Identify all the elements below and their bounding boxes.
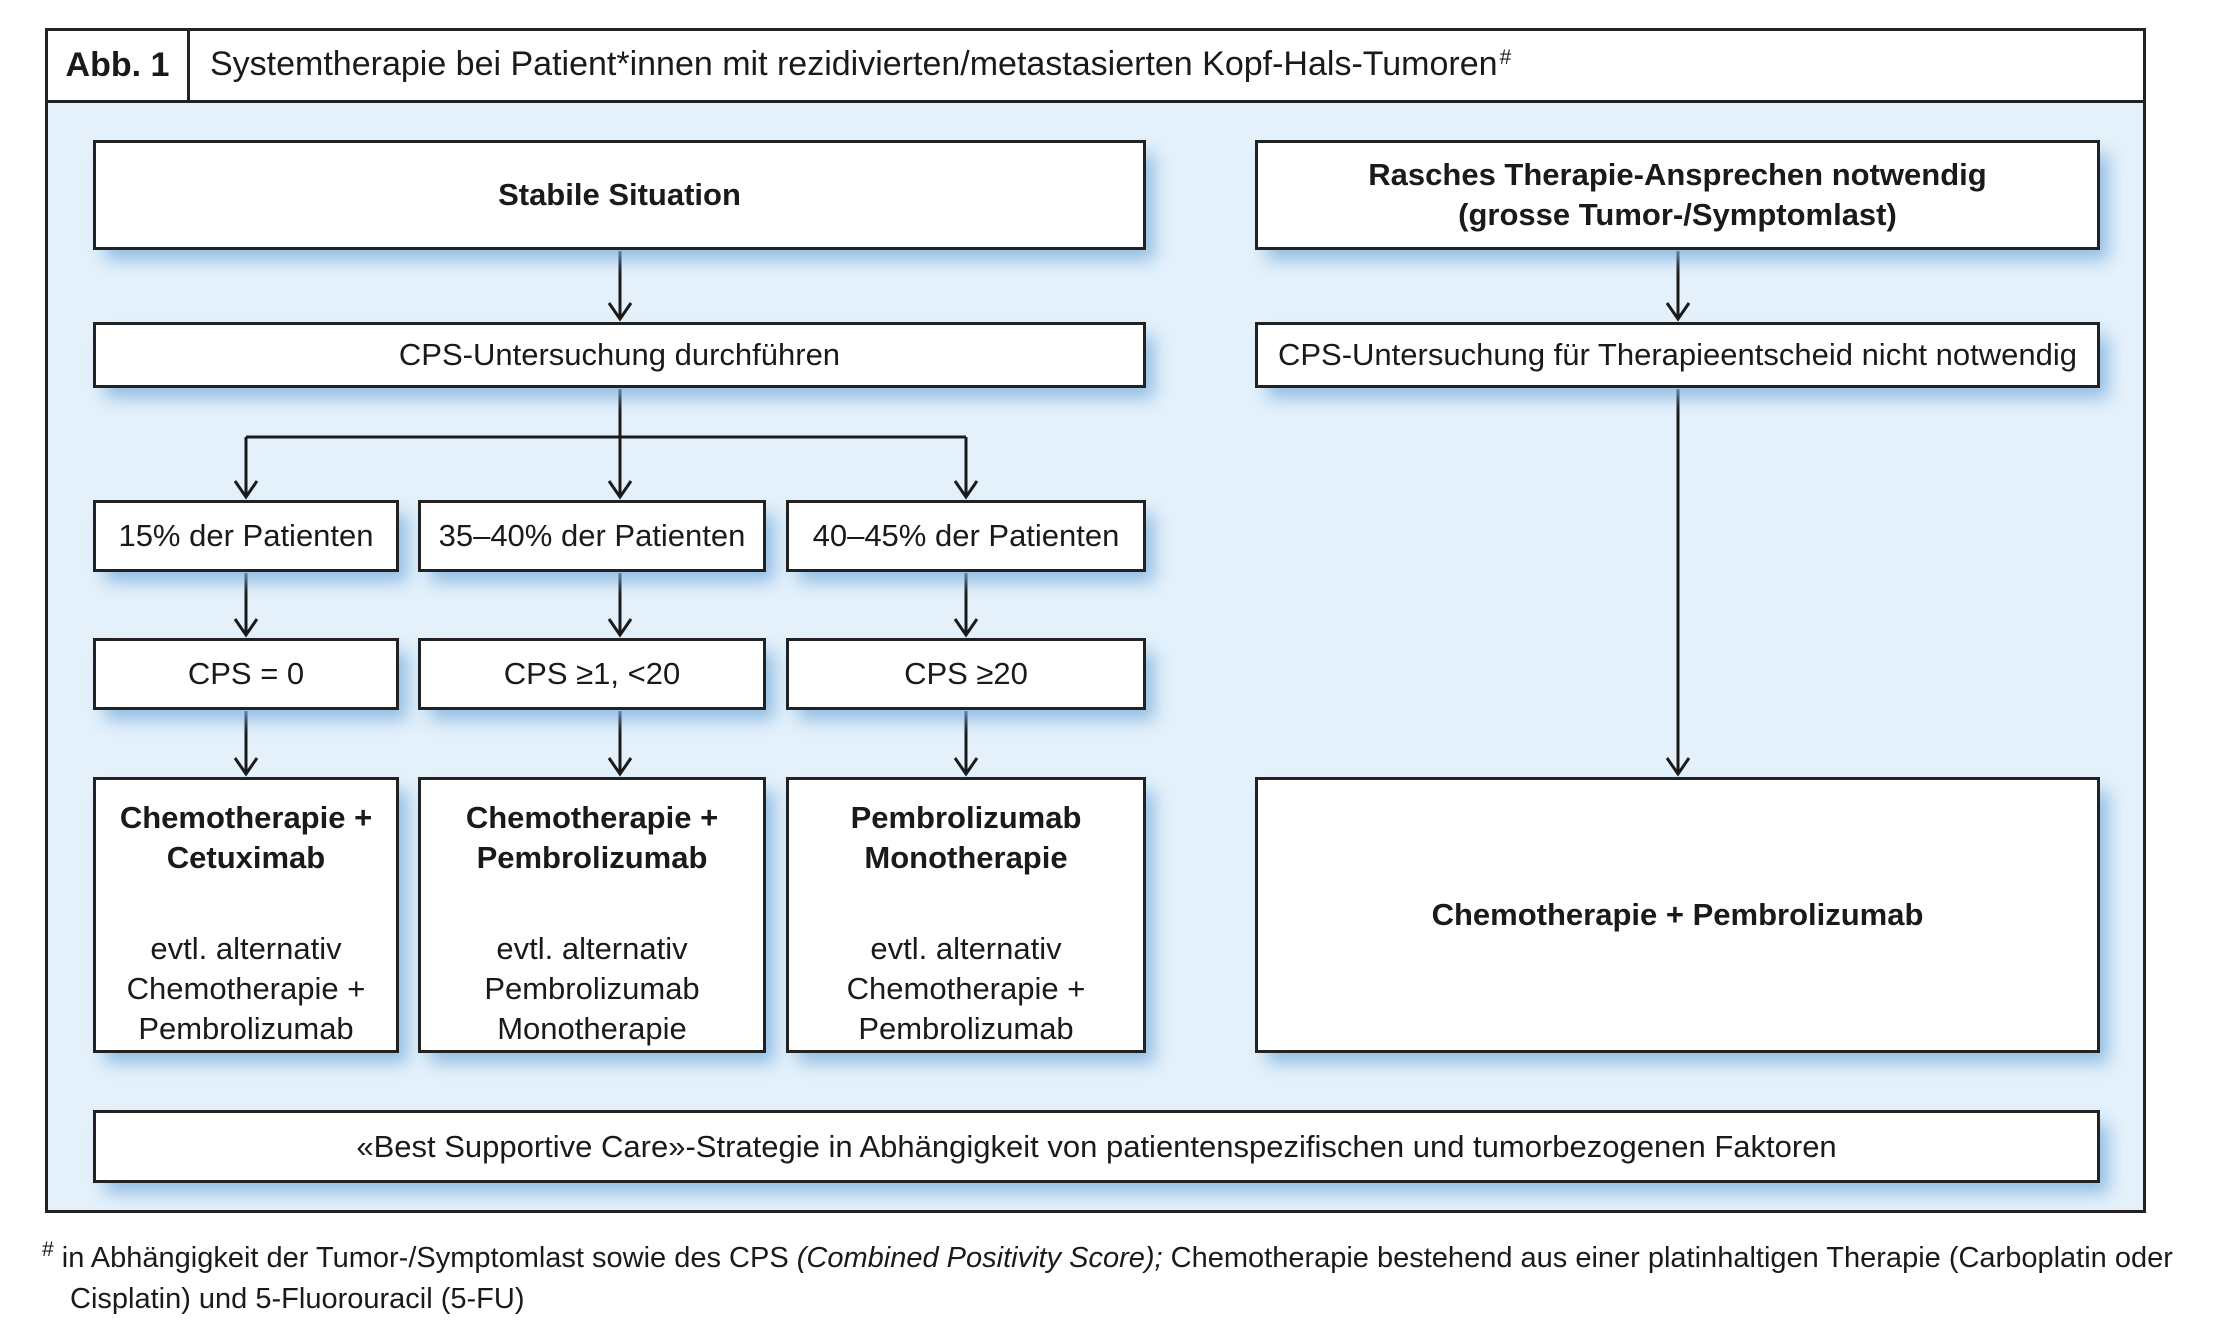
flow-arrow-share-to-cps-1 xyxy=(235,573,257,635)
flow-arrow-rapid-to-step xyxy=(1667,251,1689,319)
footnote-line1: # in Abhängigkeit der Tumor-/Symptomlast sowie des CPS (Combined Positivity Score); Chemotherapie bestehend aus einer platinhaltigen Therapie (Carboplatin oder xyxy=(42,1238,2173,1274)
figure-label-text: Abb. 1 xyxy=(65,46,170,84)
share-label-15: 15% der Patienten xyxy=(118,518,374,554)
cps-test-label: CPS-Untersuchung durchführen xyxy=(398,337,841,373)
flowchart-panel xyxy=(48,103,2143,1210)
flow-arrow-cps-to-therapy-1 xyxy=(235,711,257,774)
cps-value-box-0 xyxy=(93,638,399,710)
therapy-alternative: evtl. alternativ Pembrolizumab Monotherapie xyxy=(484,931,700,1046)
flow-arrow-stable-to-step xyxy=(609,251,631,319)
cps-not-needed-label: CPS-Untersuchung für Therapieentscheid nicht notwendig xyxy=(1277,337,2077,373)
therapy-box-cetuximab xyxy=(93,777,399,1053)
best-supportive-care-label: «Best Supportive Care»-Strategie in Abhängigkeit von patientenspezifischen und tumorbezogenen Faktoren xyxy=(356,1128,1837,1164)
footnote-italic: (Combined Positivity Score); xyxy=(796,1242,1163,1274)
rapid-response-box xyxy=(1255,140,2100,250)
rapid-therapy-box xyxy=(1255,777,2100,1053)
stable-situation-box xyxy=(93,140,1146,250)
footnote-marker: # xyxy=(42,1238,54,1261)
share-box-35-40 xyxy=(418,500,766,572)
rapid-therapy-label: Chemotherapie + Pembrolizumab xyxy=(1431,897,1924,933)
cps-value-box-20 xyxy=(786,638,1146,710)
flow-branch-trunk xyxy=(246,389,966,437)
cps-value-label-1-20: CPS ≥1, <20 xyxy=(503,656,681,692)
flow-arrow-share-to-cps-3 xyxy=(955,573,977,635)
therapy-box-chemo-pembro xyxy=(418,777,766,1053)
stable-situation-label: Stabile Situation xyxy=(498,177,741,213)
flow-arrow-branch-left xyxy=(235,437,257,497)
cps-not-needed-box xyxy=(1255,322,2100,388)
rapid-response-line1: Rasches Therapie-Ansprechen notwendig xyxy=(1368,157,1987,193)
cps-test-box xyxy=(93,322,1146,388)
title-footnote-marker: # xyxy=(1499,46,1512,69)
cps-value-label-0: CPS = 0 xyxy=(187,656,305,692)
flow-arrow-share-to-cps-2 xyxy=(609,573,631,635)
flow-arrow-branch-right xyxy=(955,437,977,497)
flow-arrow-cps-to-therapy-3 xyxy=(955,711,977,774)
share-box-40-45 xyxy=(786,500,1146,572)
therapy-main: Chemotherapie + Pembrolizumab xyxy=(465,800,719,875)
figure-frame xyxy=(45,28,2146,1213)
footnote-line2: Cisplatin) und 5-Fluorouracil (5-FU) xyxy=(70,1282,525,1315)
flow-arrow-cps-to-therapy-2 xyxy=(609,711,631,774)
cps-value-label-20: CPS ≥20 xyxy=(904,656,1028,692)
figure-title xyxy=(190,31,2143,100)
therapy-main: Chemotherapie + Cetuximab xyxy=(119,800,373,875)
cps-value-box-1-20 xyxy=(418,638,766,710)
best-supportive-care-box xyxy=(93,1110,2100,1183)
therapy-main: Pembrolizumab Monotherapie xyxy=(850,800,1082,875)
flow-arrow-rapid-to-therapy xyxy=(1667,389,1689,774)
rapid-response-line2: (grosse Tumor-/Symptomlast) xyxy=(1458,197,1897,232)
share-label-40-45: 40–45% der Patienten xyxy=(812,518,1120,554)
share-label-35-40: 35–40% der Patienten xyxy=(438,518,746,554)
footnote xyxy=(40,1238,2200,1319)
therapy-box-pembro-mono xyxy=(786,777,1146,1053)
figure-title-text: Systemtherapie bei Patient*innen mit rezidivierten/metastasierten Kopf-Hals-Tumoren xyxy=(210,45,1498,83)
share-box-15 xyxy=(93,500,399,572)
therapy-alternative: evtl. alternativ Chemotherapie + Pembrolizumab xyxy=(126,931,366,1046)
therapy-alternative: evtl. alternativ Chemotherapie + Pembrolizumab xyxy=(846,931,1086,1046)
figure-header xyxy=(48,31,2143,103)
flow-arrow-branch-mid xyxy=(609,437,631,497)
figure-label xyxy=(48,31,190,100)
